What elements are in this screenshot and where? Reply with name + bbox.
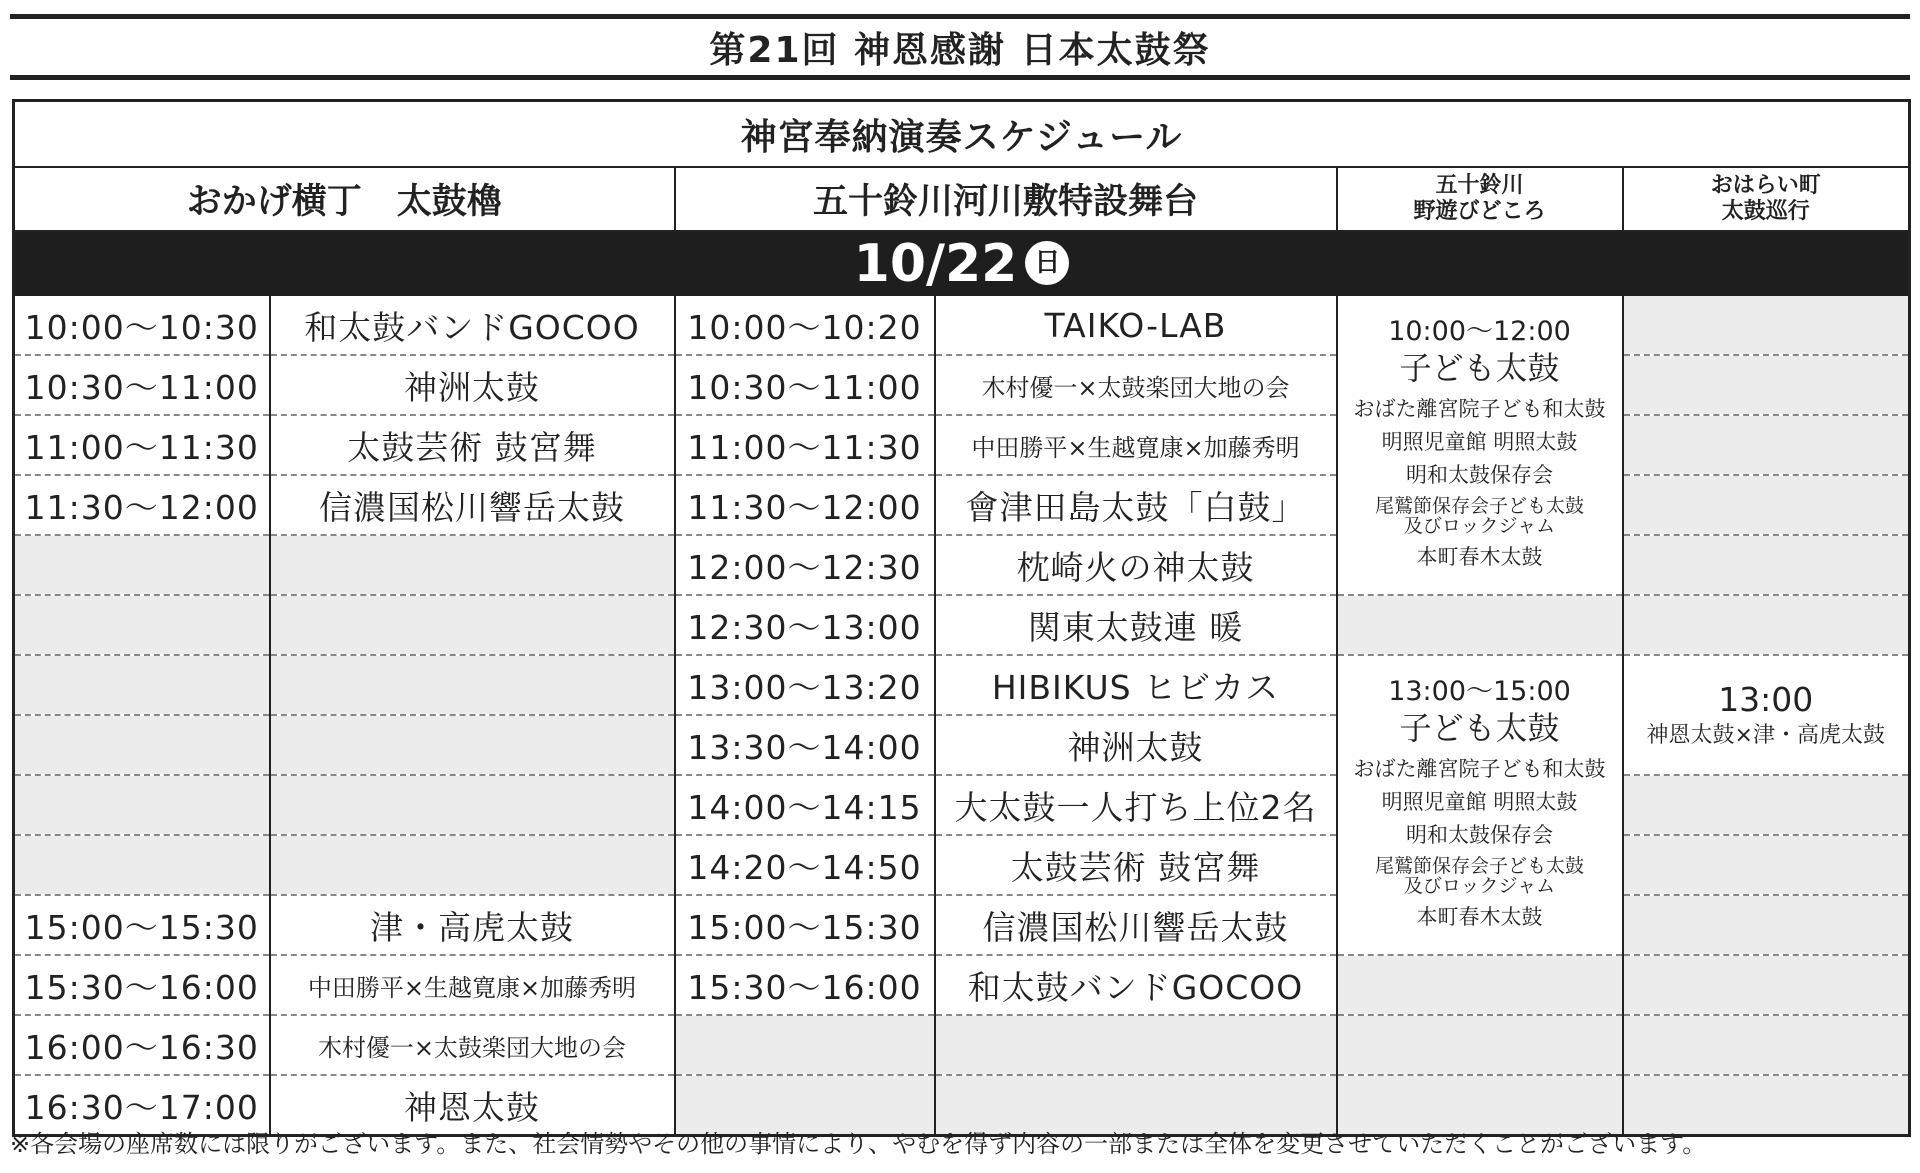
isuzugawa-time: 10:00〜10:20 [675,296,935,355]
empty-cell [675,1015,935,1075]
noasobi-group: おばた離宮院子ども和太鼓 [1353,757,1606,782]
okage-perf: 和太鼓バンドGOCOO [270,296,675,355]
okage-time: 11:00〜11:30 [14,415,270,475]
empty-cell [1623,415,1910,475]
noasobi-group-line: 及びロックジャム [1403,514,1556,537]
empty-cell [14,715,270,775]
noasobi-group-line: 尾鷲節保存会子ども太鼓 [1374,494,1584,517]
empty-cell [1623,535,1910,595]
empty-cell [270,535,675,595]
date-bar [14,231,1910,296]
empty-cell [14,535,270,595]
okage-perf: 信濃国松川響岳太鼓 [270,475,675,535]
noasobi-group [1374,494,1584,537]
isuzugawa-perf: 大太鼓一人打ち上位2名 [935,775,1337,835]
isuzugawa-perf: 関東太鼓連 暖 [935,595,1337,655]
empty-cell [14,835,270,895]
empty-cell [935,1015,1337,1075]
okage-time: 16:30〜17:00 [14,1075,270,1136]
empty-cell [1623,895,1910,955]
venue-noasobi-header [1337,167,1623,231]
isuzugawa-time: 10:30〜11:00 [675,355,935,415]
isuzugawa-perf: 信濃国松川響岳太鼓 [935,895,1337,955]
noasobi-group: 本町春木太鼓 [1416,544,1543,569]
empty-cell [1623,296,1910,355]
empty-cell [1623,1015,1910,1075]
venue-oharai-line1: おはらい町 [1710,173,1821,198]
okage-perf: 中田勝平×生越寛康×加藤秀明 [270,955,675,1015]
empty-cell [270,595,675,655]
noasobi-group: 明照児童館 明照太鼓 [1381,790,1578,815]
noasobi-group: 本町春木太鼓 [1416,904,1543,929]
empty-cell [14,595,270,655]
noasobi-group-line: 及びロックジャム [1403,874,1556,897]
noasobi-group: 明和太鼓保存会 [1406,823,1553,848]
noasobi-block-time: 10:00〜12:00 [1388,316,1571,348]
isuzugawa-perf: 中田勝平×生越寛康×加藤秀明 [935,415,1337,475]
okage-time: 16:00〜16:30 [14,1015,270,1075]
empty-cell [270,655,675,715]
empty-cell [1623,835,1910,895]
noasobi-block-title: 子ども太鼓 [1399,348,1560,387]
okage-perf: 木村優一×太鼓楽団大地の会 [270,1015,675,1075]
isuzugawa-perf: 會津田島太鼓「白鼓」 [935,475,1337,535]
main-title: 第21回 神恩感謝 日本太鼓祭 [10,14,1910,80]
isuzugawa-time: 13:30〜14:00 [675,715,935,775]
isuzugawa-perf: 和太鼓バンドGOCOO [935,955,1337,1015]
empty-cell [270,715,675,775]
noasobi-group: 明照児童館 明照太鼓 [1381,430,1578,455]
isuzugawa-perf: 太鼓芸術 鼓宮舞 [935,835,1337,895]
isuzugawa-time: 13:00〜13:20 [675,655,935,715]
schedule-subtitle: 神宮奉納演奏スケジュール [14,101,1910,168]
empty-cell [14,775,270,835]
empty-cell [270,835,675,895]
venue-oharai-line2: 太鼓巡行 [1721,199,1810,224]
oharai-time: 13:00 [1718,680,1814,720]
empty-cell [1623,955,1910,1015]
venue-okage-header: おかげ横丁 太鼓櫓 [14,167,675,231]
isuzugawa-perf: 枕崎火の神太鼓 [935,535,1337,595]
okage-perf: 神洲太鼓 [270,355,675,415]
okage-perf: 神恩太鼓 [270,1075,675,1136]
isuzugawa-perf: TAIKO-LAB [935,296,1337,355]
venue-noasobi-line1: 五十鈴川 [1435,173,1524,198]
empty-cell [1623,475,1910,535]
venue-noasobi-line2: 野遊びどころ [1413,199,1546,224]
noasobi-block-title: 子ども太鼓 [1399,708,1560,747]
isuzugawa-time: 12:00〜12:30 [675,535,935,595]
date-text: 10/22 [853,234,1018,294]
isuzugawa-time: 15:00〜15:30 [675,895,935,955]
day-badge: 日 [1025,241,1069,285]
okage-time: 15:30〜16:00 [14,955,270,1015]
empty-cell [14,655,270,715]
empty-cell [1623,775,1910,835]
isuzugawa-time: 12:30〜13:00 [675,595,935,655]
empty-cell [270,775,675,835]
okage-time: 15:00〜15:30 [14,895,270,955]
okage-time: 11:30〜12:00 [14,475,270,535]
isuzugawa-time: 11:00〜11:30 [675,415,935,475]
noasobi-block-time: 13:00〜15:00 [1388,676,1571,708]
empty-cell [1337,955,1623,1015]
empty-cell [1337,1015,1623,1075]
empty-cell [1337,595,1623,655]
okage-perf: 太鼓芸術 鼓宮舞 [270,415,675,475]
oharai-perf: 神恩太鼓×津・高虎太鼓 [1646,723,1885,749]
isuzugawa-perf: 神洲太鼓 [935,715,1337,775]
noasobi-group: 明和太鼓保存会 [1406,463,1553,488]
noasobi-group [1374,854,1584,897]
isuzugawa-perf: HIBIKUS ヒビカス [935,655,1337,715]
oharai-parade-cell [1623,655,1910,775]
okage-time: 10:30〜11:00 [14,355,270,415]
noasobi-block-afternoon [1337,655,1623,955]
okage-perf: 津・高虎太鼓 [270,895,675,955]
isuzugawa-time: 14:00〜14:15 [675,775,935,835]
empty-cell [1623,355,1910,415]
isuzugawa-time: 14:20〜14:50 [675,835,935,895]
schedule-table [12,99,1911,1137]
footnote: ※各会場の座席数には限りがございます。また、社会情勢やその他の事情により、やむを得ず内容の一部または全体を変更させていただくことがございます。 [10,1130,1707,1158]
venue-isuzugawa-header: 五十鈴川河川敷特設舞台 [675,167,1337,231]
isuzugawa-time: 15:30〜16:00 [675,955,935,1015]
noasobi-group: おばた離宮院子ども和太鼓 [1353,397,1606,422]
empty-cell [1623,595,1910,655]
noasobi-block-morning [1337,296,1623,595]
isuzugawa-time: 11:30〜12:00 [675,475,935,535]
isuzugawa-perf: 木村優一×太鼓楽団大地の会 [935,355,1337,415]
venue-oharai-header [1623,167,1910,231]
noasobi-group-line: 尾鷲節保存会子ども太鼓 [1374,854,1584,877]
okage-time: 10:00〜10:30 [14,296,270,355]
